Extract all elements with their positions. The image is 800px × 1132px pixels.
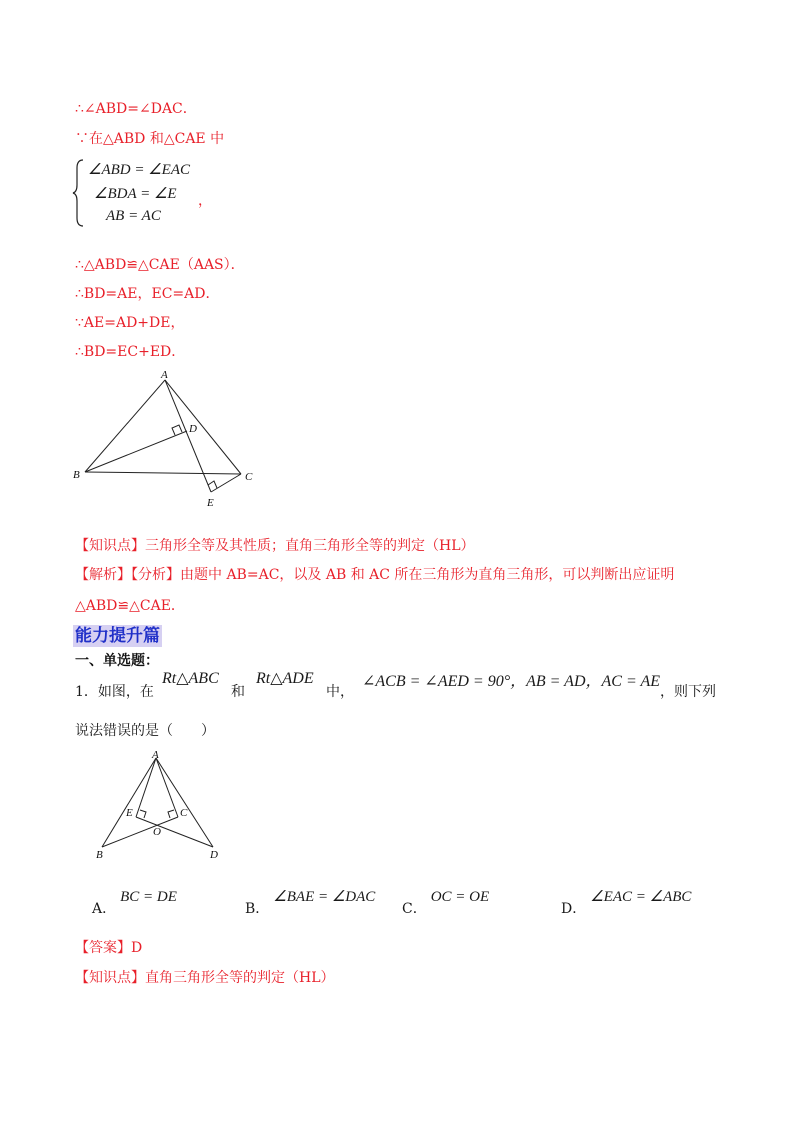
geometry-figure-2: [88, 748, 228, 863]
option-c-letter: C．: [402, 901, 427, 917]
option-a-expression: BC = DE: [120, 889, 177, 905]
answer-line: [75, 939, 142, 957]
question-suffix: ，则下列: [660, 684, 716, 700]
proof-line-6: ∴BD=EC+ED．: [75, 344, 186, 360]
system-equation-3: AB = AC: [106, 208, 161, 224]
knowledge-point-1: [75, 537, 475, 555]
fig2-label-e: E: [126, 807, 133, 819]
proof-line-1: ∴∠ABD=∠DAC．: [75, 101, 197, 117]
knowledge-point-1-tag: 【知识点】: [75, 538, 145, 554]
knowledge-point-2-tag: 【知识点】: [75, 970, 145, 986]
left-brace-icon: [72, 158, 86, 228]
question-mid: 中，: [326, 684, 354, 700]
fig1-label-b: B: [73, 469, 80, 481]
option-b[interactable]: [245, 889, 376, 918]
option-b-letter: B．: [245, 901, 270, 917]
analysis-text: 由题中 AB=AC，以及 AB 和 AC 所在三角形为直角三角形，可以判断出应证明: [180, 567, 675, 583]
question-rt-ade: Rt△ADE: [256, 670, 314, 687]
analysis-line-1: [75, 566, 674, 584]
analysis-sub-tag: 【分析】: [131, 567, 180, 583]
knowledge-point-2-text: 直角三角形全等的判定（HL）: [145, 970, 335, 986]
option-d-expression: ∠EAC = ∠ABC: [590, 889, 692, 905]
option-a[interactable]: [92, 889, 177, 918]
analysis-tag: 【解析】: [75, 567, 131, 583]
question-rt-abc: Rt△ABC: [162, 670, 219, 687]
proof-line-4: ∴BD=AE，EC=AD．: [75, 286, 220, 302]
option-a-letter: A．: [92, 901, 117, 917]
fig1-label-e: E: [207, 497, 214, 509]
answer-value: D: [131, 940, 143, 956]
fig2-label-d: D: [210, 849, 218, 861]
system-equation-1: ∠ABD = ∠EAC: [88, 162, 191, 178]
proof-line-5: ∵AE=AD+DE，: [75, 315, 185, 331]
fig1-label-a: A: [161, 369, 168, 381]
geometry-figure-1: [65, 368, 265, 513]
proof-line-3: ∴△ABD≌△CAE（AAS）．: [75, 257, 245, 273]
question-prefix: 1．如图，在: [75, 684, 154, 700]
option-c-expression: OC = OE: [430, 889, 490, 905]
fig1-label-c: C: [245, 471, 253, 483]
system-equation-2: ∠BDA = ∠E: [94, 186, 177, 202]
fig1-label-d: D: [189, 423, 197, 435]
fig2-label-a: A: [152, 749, 159, 761]
question-conditions: ∠ACB = ∠AED = 90°，AB = AD，AC = AE: [362, 673, 661, 690]
question-and: 和: [231, 684, 245, 700]
proof-line-2: ∵在△ABD 和△CAE 中: [75, 131, 225, 147]
option-b-expression: ∠BAE = ∠DAC: [273, 889, 376, 905]
fig2-label-c: C: [180, 807, 188, 819]
system-trailing-comma: ，: [198, 193, 212, 209]
question-line-2: 说法错误的是（ ）: [75, 723, 215, 739]
fig2-label-o: O: [153, 826, 161, 838]
analysis-line-2: △ABD≌△CAE．: [75, 598, 185, 614]
option-d[interactable]: [561, 889, 692, 918]
fig2-label-b: B: [96, 849, 103, 861]
sub-title: 一、单选题：: [75, 653, 159, 669]
option-d-letter: D．: [561, 901, 587, 917]
option-c[interactable]: [402, 889, 490, 918]
section-title: 能力提升篇: [75, 626, 160, 646]
knowledge-point-2: [75, 969, 335, 987]
answer-tag: 【答案】: [75, 940, 131, 956]
knowledge-point-1-text: 三角形全等及其性质；直角三角形全等的判定（HL）: [145, 538, 475, 554]
